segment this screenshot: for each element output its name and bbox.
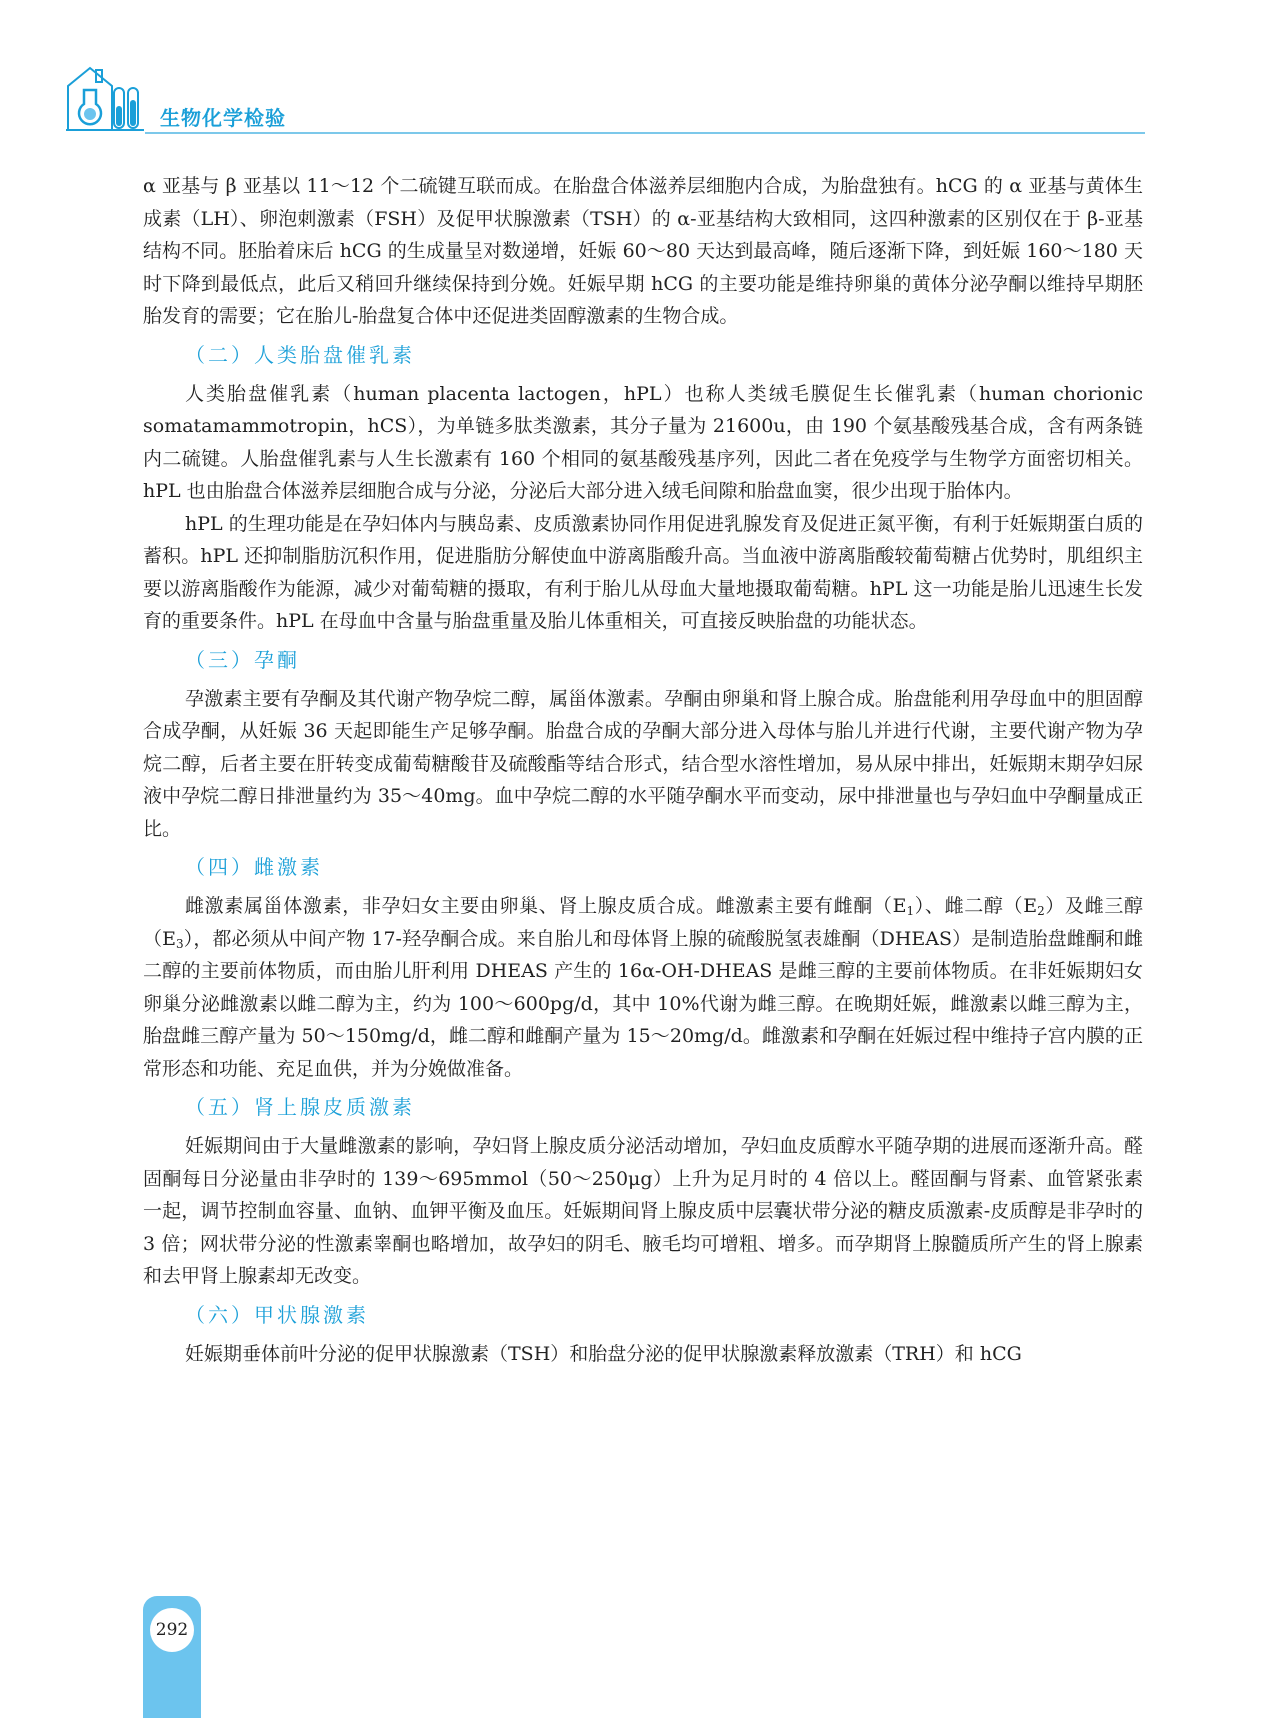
paragraph-thyroid: 妊娠期垂体前叶分泌的促甲状腺激素（TSH）和胎盘分泌的促甲状腺激素释放激素（TRH）和 hCG (185, 1342, 1022, 1365)
section-heading-hpl: （二）人类胎盘催乳素 (185, 342, 415, 367)
section-heading-estrogen: （四）雌激素 (185, 855, 323, 879)
subscript-2: 2 (1037, 904, 1045, 918)
paragraph-progesterone: 孕激素主要有孕酮及其代谢产物孕烷二醇，属甾体激素。孕酮由卵巢和肾上腺合成。胎盘能利用孕母血中的胆固醇合成孕酮，从妊娠 36 天起即能生产足够孕酮。胎盘合成的孕酮大部分进入母体与胎儿并进行代谢，主要代谢产物为孕烷二醇，后者主要在肝转变成葡萄糖酸苷及硫酸酯等结合形式，结合型水溶性增加，易从尿中排出，妊娠期末期孕妇尿液中孕烷二醇日排泄量约为 35～40mg。血中孕烷二醇的水平随孕酮水平而变动，尿中排泄量也与孕妇血中孕酮量成正比。 (143, 687, 1143, 840)
section-heading-adrenal: （五）肾上腺皮质激素 (185, 1095, 415, 1119)
paragraph-hcg-continued: α 亚基与 β 亚基以 11～12 个二硫键互联而成。在胎盘合体滋养层细胞内合成，为胎盘独有。hCG 的 α 亚基与黄体生成素（LH）、卵泡刺激素（FSH）及促甲状腺激素（TSH）的 α-亚基结构大致相同，这四种激素的区别仅在于 β-亚基结构不同。胚胎着床后 hCG 的生成量呈对数递增，妊娠 60～80 天达到最高峰，随后逐渐下降，到妊娠 160～180 天时下降到最低点，此后又稍回升继续保持到分娩。妊娠早期 hCG 的主要功能是维持卵巢的黄体分泌孕酮以维持早期胚胎发育的需要；它在胎儿-胎盘复合体中还促进类固醇激素的生物合成。 (143, 175, 1143, 327)
section-heading-thyroid: （六）甲状腺激素 (185, 1302, 369, 1327)
paragraph-estrogen (143, 890, 1143, 1085)
flask-test-tubes-logo-icon (66, 60, 144, 134)
page-content (143, 170, 1143, 1370)
page-number: 292 (150, 1608, 194, 1652)
paragraph-hpl-definition: 人类胎盘催乳素（human placenta lactogen，hPL）也称人类绒毛膜促生长催乳素（human chorionic somatamammotropin，hCS），为单链多肽类激素，其分子量为 21600u，由 190 个氨基酸残基合成，含有两条链内二硫键。人胎盘催乳素与人生长激素有 160 个相同的氨基酸残基序列，因此二者在免疫学与生物学方面密切相关。hPL 也由胎盘合体滋养层细胞合成与分泌，分泌后大部分进入绒毛间隙和胎盘血窦，很少出现于胎体内。 (143, 382, 1143, 502)
header-divider (145, 132, 1145, 134)
paragraph-hpl-function: hPL 的生理功能是在孕妇体内与胰岛素、皮质激素协同作用促进乳腺发育及促进正氮平衡，有利于妊娠期蛋白质的蓄积。hPL 还抑制脂肪沉积作用，促进脂肪分解使血中游离脂酸升高。当血液中游离脂酸较葡萄糖占优势时，肌组织主要以游离脂酸作为能源，减少对葡萄糖的摄取，有利于胎儿从母血大量地摄取葡萄糖。hPL 这一功能是胎儿迅速生长发育的重要条件。hPL 在母血中含量与胎盘重量及胎儿体重相关，可直接反映胎盘的功能状态。 (143, 512, 1143, 632)
estrogen-text-2: ）、雌二醇（E (914, 895, 1038, 917)
book-title: 生物化学检验 (160, 106, 286, 130)
section-heading-progesterone: （三）孕酮 (185, 647, 300, 672)
subscript-3: 3 (175, 936, 184, 951)
estrogen-text-1: 雌激素属甾体激素，非孕妇女主要由卵巢、肾上腺皮质合成。雌激素主要有雌酮（E (185, 895, 907, 917)
estrogen-text-4: ），都必须从中间产物 17-羟孕酮合成。来自胎儿和母体肾上腺的硫酸脱氢表雄酮（DHEAS）是制造胎盘雌酮和雌二醇的主要前体物质，而由胎儿肝利用 DHEAS 产生的 16α-OH-DHEAS 是雌三醇的主要前体物质。在非妊娠期妇女卵巢分泌雌激素以雌二醇为主，约为 100～600pg/d，其中 10%代谢为雌三醇。在晚期妊娠，雌激素以雌三醇为主，胎盘雌三醇产量为 50～150mg/d，雌二醇和雌酮产量为 15～20mg/d。雌激素和孕酮在妊娠过程中维持子宫内膜的正常形态和功能、充足血供，并为分娩做准备。 (143, 927, 1143, 1080)
paragraph-adrenal: 妊娠期间由于大量雌激素的影响，孕妇肾上腺皮质分泌活动增加，孕妇血皮质醇水平随孕期的进展而逐渐升高。醛固酮每日分泌量由非孕时的 139～695mmol（50～250μg）上升为足月时的 4 倍以上。醛固酮与肾素、血管紧张素一起，调节控制血容量、血钠、血钾平衡及血压。妊娠期间肾上腺皮质中层囊状带分泌的糖皮质激素-皮质醇是非孕时的 3 倍；网状带分泌的性激素睾酮也略增加，故孕妇的阴毛、腋毛均可增粗、增多。而孕期肾上腺髓质所产生的肾上腺素和去甲肾上腺素却无改变。 (143, 1135, 1143, 1287)
subscript-1: 1 (906, 904, 915, 918)
estrogen-text-3: ）及雌三醇（E (143, 895, 1143, 950)
